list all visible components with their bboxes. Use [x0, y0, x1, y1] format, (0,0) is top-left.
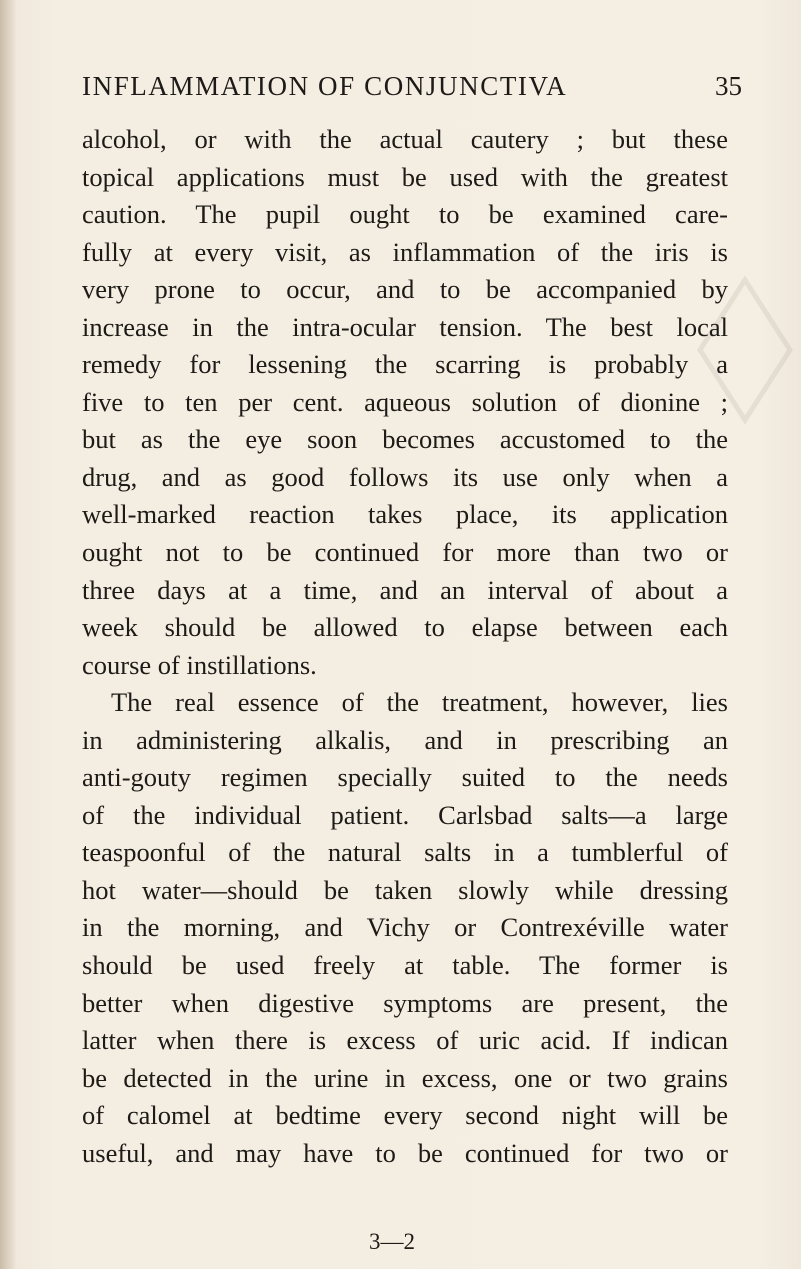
running-head — [82, 66, 742, 106]
text-line: hot water—should be taken slowly while dressing — [82, 874, 728, 905]
text-line: caution. The pupil ought to be examined care- — [82, 199, 728, 230]
text-line: latter when there is excess of uric acid. If indican — [82, 1025, 728, 1056]
text-line: but as the eye soon becomes accustomed to the — [82, 424, 728, 455]
text-line: drug, and as good follows its use only when a — [82, 461, 728, 492]
text-line: in administering alkalis, and in prescribing an — [82, 724, 728, 755]
text-line: useful, and may have to be continued for two or — [82, 1137, 728, 1168]
text-line: of the individual patient. Carlsbad salts—a large — [82, 799, 728, 830]
text-line: ought not to be continued for more than two or — [82, 537, 728, 568]
text-line: three days at a time, and an interval of about a — [82, 574, 728, 605]
text-line: in the morning, and Vichy or Contrexéville water — [82, 912, 728, 943]
text-line: well-marked reaction takes place, its application — [82, 499, 728, 530]
text-line: teaspoonful of the natural salts in a tumblerful of — [82, 837, 728, 868]
text-line: increase in the intra-ocular tension. The best local — [82, 311, 728, 342]
chapter-title: INFLAMMATION OF CONJUNCTIVA — [82, 71, 568, 101]
text-line: should be used freely at table. The former is — [82, 950, 728, 981]
text-line: anti-gouty regimen specially suited to the needs — [82, 762, 728, 793]
text-line: remedy for lessening the scarring is probably a — [82, 349, 728, 380]
signature-mark: 3—2 — [369, 1229, 415, 1254]
text-line: topical applications must be used with the greatest — [82, 161, 728, 192]
page-number: 35 — [715, 71, 742, 101]
body-text — [82, 121, 728, 1172]
text-line: of calomel at bedtime every second night will be — [82, 1100, 728, 1131]
text-line: better when digestive symptoms are present, the — [82, 987, 728, 1018]
page-binding-edge — [0, 0, 16, 1269]
paragraph-start-line: The real essence of the treatment, however, lies — [111, 687, 728, 718]
text-line: be detected in the urine in excess, one or two grains — [82, 1062, 728, 1093]
text-line: week should be allowed to elapse between each — [82, 612, 728, 643]
text-line: fully at every visit, as inflammation of the iris is — [82, 236, 728, 267]
text-line: alcohol, or with the actual cautery ; but these — [82, 124, 728, 154]
text-line: very prone to occur, and to be accompanied by — [82, 274, 728, 305]
text-line: five to ten per cent. aqueous solution of dionine ; — [82, 386, 728, 417]
paragraph-end-line: course of instillations. — [82, 649, 317, 680]
